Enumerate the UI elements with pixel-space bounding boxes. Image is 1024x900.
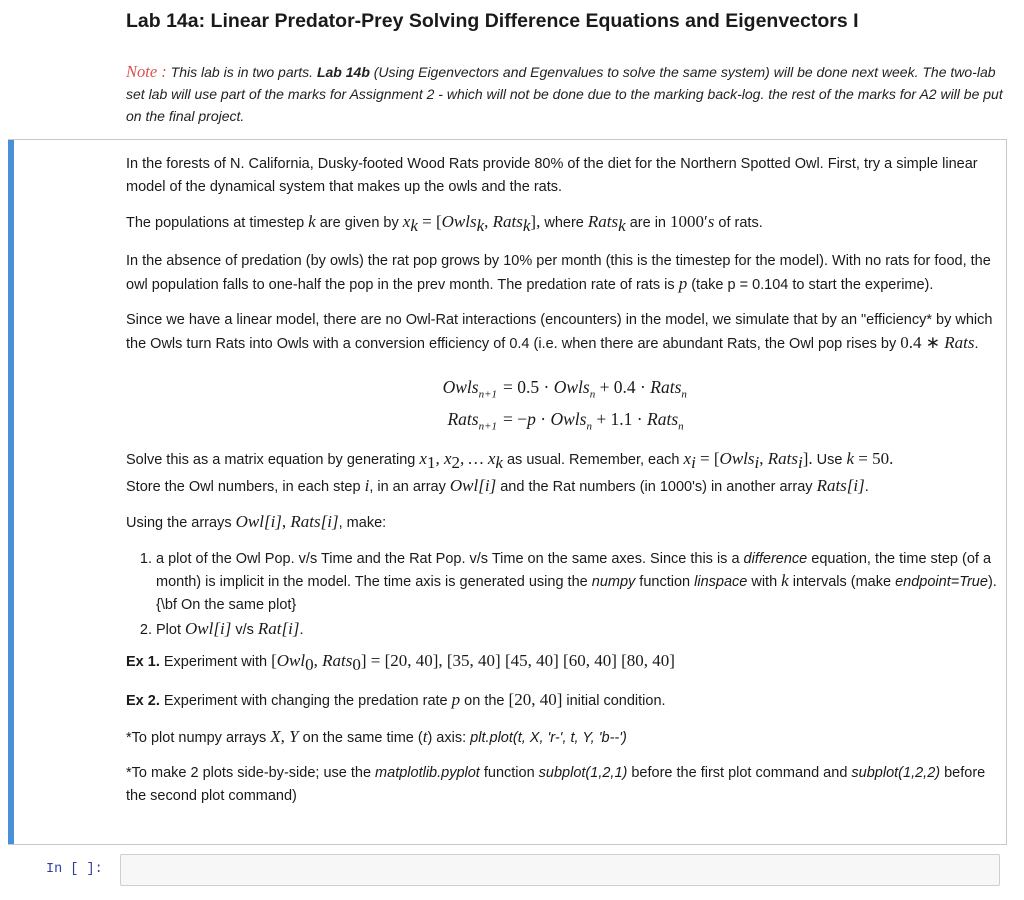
math: Rats bbox=[816, 475, 847, 495]
math-sub: 0 bbox=[352, 654, 361, 674]
math: x bbox=[419, 449, 427, 469]
math: Owls bbox=[719, 449, 755, 469]
math-unit: 1000′ bbox=[670, 212, 708, 231]
eq-text: = 0.5 · bbox=[503, 377, 554, 398]
math-sub: i bbox=[797, 453, 803, 473]
math: Owl bbox=[449, 475, 479, 495]
page-title: Lab 14a: Linear Predator-Prey Solving Difference Equations and Eigenvectors I bbox=[126, 10, 859, 32]
text: are in bbox=[625, 215, 671, 231]
math-eq: = [ bbox=[417, 212, 442, 231]
eq-sub: n bbox=[681, 388, 687, 401]
math: [i] bbox=[846, 475, 865, 495]
eq-sub: n bbox=[586, 420, 592, 433]
math-sub: k bbox=[410, 215, 418, 235]
math: Owl bbox=[235, 512, 264, 532]
math: [i] bbox=[263, 512, 282, 532]
math: [i] bbox=[478, 475, 497, 495]
markdown-cell-header[interactable] bbox=[126, 8, 1006, 127]
text: matplotlib.pyplot bbox=[375, 765, 480, 782]
cell-selection-bar bbox=[8, 140, 14, 844]
math: i bbox=[364, 475, 370, 495]
tip-subplot bbox=[126, 762, 998, 807]
text: Experiment with changing the predation rate bbox=[159, 693, 452, 710]
eq-lhs bbox=[419, 375, 497, 407]
math: Owl bbox=[276, 650, 306, 670]
text: of rats. bbox=[714, 215, 763, 231]
math: , bbox=[313, 650, 323, 670]
math: [20, 40] bbox=[508, 690, 563, 710]
math-rats: Rats bbox=[944, 332, 975, 352]
math-k: k bbox=[308, 212, 316, 231]
population-paragraph bbox=[126, 211, 998, 237]
eq-var: Owls bbox=[550, 408, 587, 429]
text: numpy bbox=[591, 574, 636, 591]
tip-plot bbox=[126, 726, 998, 750]
text: difference bbox=[743, 550, 808, 567]
eq-text: + 0.4 · bbox=[595, 377, 651, 398]
math: = [ bbox=[695, 449, 720, 469]
math: X, Y bbox=[270, 726, 299, 746]
text: initial condition. bbox=[562, 693, 666, 710]
eq-var: Rats bbox=[447, 408, 479, 429]
text: , make: bbox=[338, 515, 387, 532]
text: on the same time ( bbox=[298, 729, 423, 746]
math-sub: k bbox=[495, 453, 503, 473]
matrix-paragraph: Solve this as a matrix equation by generating $x_1$, $x_2$, … $x_k$ as usual. Remember, each $x_i$ = [Owls$_i$, Rats$_i$]. Use k = 50. Store the Owl numbers, in each step i, in an array Owl[i] and the Rat numbers (in 1000's) in another array Rats[i]. bbox=[126, 449, 894, 495]
eq-lhs bbox=[419, 407, 497, 439]
cell-content bbox=[126, 153, 998, 820]
text: Using the arrays bbox=[126, 515, 236, 532]
math: [ bbox=[271, 650, 277, 670]
text: , in an array bbox=[369, 478, 450, 495]
eq-var: p bbox=[527, 408, 536, 429]
text: Experiment with bbox=[159, 653, 272, 670]
math: ] = [20, 40], [35, 40] [45, 40] [60, 40] [80, 40] bbox=[360, 650, 675, 670]
exercise-label: Ex 2. bbox=[126, 693, 160, 710]
text: Plot bbox=[156, 622, 186, 639]
math: x bbox=[683, 449, 692, 469]
difference-equations bbox=[126, 375, 998, 438]
arrays-paragraph bbox=[126, 511, 998, 535]
code-cell-input[interactable] bbox=[120, 854, 1000, 886]
equation-rats bbox=[419, 407, 998, 439]
math: Rat bbox=[257, 619, 282, 639]
math: , x bbox=[435, 449, 452, 469]
text: subplot(1,2,2) bbox=[851, 765, 941, 782]
text: before the second plot command) bbox=[126, 765, 986, 804]
exercise-label: Ex 1. bbox=[126, 653, 160, 670]
text: Since we have a linear model, there are no Owl-Rat interactions (encounters) in the model, we simulate that by an "efficiency* by which the Owls turn Rats into Owls with a conversion efficiency of 0.4 (i.e. when there are abundant Rats, the Owl pop rises by bbox=[126, 312, 993, 352]
math: Rats bbox=[322, 650, 353, 670]
math: [i] bbox=[320, 512, 339, 532]
math-close: ], bbox=[530, 212, 541, 231]
text: Store the Owl numbers, in each step bbox=[126, 478, 365, 495]
math: [i] bbox=[213, 619, 232, 639]
math-s: s bbox=[707, 212, 715, 231]
eq-text: = − bbox=[503, 408, 528, 429]
note-paragraph bbox=[126, 61, 1006, 127]
text: function bbox=[479, 765, 539, 782]
text: In the absence of predation (by owls) the rat pop grows by 10% per month (this is the timestep for the model). With no rats for food, the owl population falls to one-half the pop in the prev month. The predation rate of rats is bbox=[126, 253, 991, 293]
math-sub: k bbox=[618, 215, 626, 235]
predation-paragraph bbox=[126, 250, 998, 296]
math: ]. bbox=[802, 449, 813, 469]
eq-sub: n bbox=[678, 420, 684, 433]
exercise-2 bbox=[126, 689, 998, 713]
text: a plot of the Owl Pop. v/s Time and the Rat Pop. v/s Time on the same axes. Since this is a bbox=[156, 550, 744, 567]
text: and the Rat numbers (in 1000's) in another array bbox=[496, 478, 817, 495]
math-sub: k bbox=[476, 215, 485, 235]
text: intervals (make bbox=[788, 574, 896, 591]
exercise-1 bbox=[126, 650, 998, 676]
text: with bbox=[747, 574, 782, 591]
text: on the bbox=[460, 693, 509, 710]
text: Solve this as a matrix equation by generating bbox=[126, 452, 420, 469]
note-bold: Lab 14b bbox=[316, 64, 370, 80]
text: where bbox=[540, 215, 588, 231]
math: , bbox=[281, 512, 291, 532]
text: The populations at timestep bbox=[126, 215, 309, 231]
task-list bbox=[126, 548, 998, 642]
code-text: plt.plot(t, X, 'r-', t, Y, 'b--') bbox=[470, 729, 627, 746]
math-sub: 0 bbox=[305, 654, 314, 674]
eq-sub: n+1 bbox=[478, 388, 497, 401]
math-p: p bbox=[678, 273, 688, 293]
math: t bbox=[422, 726, 428, 746]
math-rats: Rats bbox=[492, 212, 523, 231]
math-sub: i bbox=[754, 453, 760, 473]
input-prompt: In [ ]: bbox=[46, 862, 103, 877]
math-owls: Owls bbox=[441, 212, 477, 231]
text: as usual. Remember, each bbox=[502, 452, 684, 469]
math: Owl bbox=[185, 619, 214, 639]
equation-owls bbox=[419, 375, 998, 407]
math: p bbox=[451, 690, 461, 710]
intro-paragraph: In the forests of N. California, Dusky-footed Wood Rats provide 80% of the diet for the Northern Spotted Owl. First, try a simple linear model of the dynamical system that makes up the owls and the rats. bbox=[126, 156, 978, 195]
selected-markdown-cell[interactable] bbox=[8, 139, 1007, 845]
math: Rats bbox=[767, 449, 798, 469]
list-item bbox=[156, 618, 998, 642]
text: . bbox=[974, 335, 979, 352]
text: ). {\bf On the same plot} bbox=[156, 574, 997, 613]
eq-var: Rats bbox=[650, 377, 682, 398]
text: v/s bbox=[231, 622, 258, 639]
math-coef: 0.4 ∗ bbox=[900, 332, 945, 352]
eq-var: Owls bbox=[442, 377, 479, 398]
math-sub: 1 bbox=[426, 453, 436, 473]
math: [i] bbox=[281, 619, 300, 639]
math: k bbox=[781, 571, 789, 591]
text: before the first plot command and bbox=[627, 765, 852, 782]
math-x: x bbox=[402, 212, 411, 231]
math: , … x bbox=[460, 449, 496, 469]
text: endpoint=True bbox=[895, 574, 988, 591]
math: Rats bbox=[290, 512, 321, 532]
math-sub: 2 bbox=[451, 453, 460, 473]
eq-rhs bbox=[497, 375, 687, 407]
text: *To make 2 plots side-by-side; use the bbox=[126, 765, 376, 782]
text: linspace bbox=[694, 574, 748, 591]
math-sep: , bbox=[484, 212, 493, 231]
note-text-2: (Using Eigenvectors and Egenvalues to solve the same system) will be done next week. The two-lab set lab will use part of the marks for Assignment 2 - which will not be done due to the marking back-log. the rest of the marks for A2 will be put on the final project. bbox=[126, 64, 1003, 124]
text: are given by bbox=[315, 215, 403, 231]
eq-var: Owls bbox=[553, 377, 590, 398]
eq-text: + 1.1 · bbox=[591, 408, 648, 429]
text: ) axis: bbox=[427, 729, 471, 746]
text: Use bbox=[812, 452, 847, 469]
math-sub: k bbox=[522, 215, 531, 235]
text: . bbox=[299, 622, 304, 639]
note-label: Note : bbox=[126, 62, 167, 81]
eq-rhs bbox=[497, 407, 684, 439]
note-text: This lab is in two parts. bbox=[166, 64, 317, 80]
text: equation, the time step (of a month) is implicit in the model. The time axis is generated using the bbox=[156, 550, 992, 591]
math-sub: i bbox=[691, 453, 696, 473]
list-item bbox=[156, 548, 998, 617]
math: = 50. bbox=[854, 449, 894, 469]
text: subplot(1,2,1) bbox=[538, 765, 628, 782]
eq-text: · bbox=[535, 408, 551, 429]
math-rats: Rats bbox=[587, 212, 619, 231]
eq-var: Rats bbox=[647, 408, 679, 429]
text: (take p = 0.104 to start the experime). bbox=[687, 276, 934, 293]
eq-sub: n bbox=[589, 388, 596, 401]
efficiency-paragraph bbox=[126, 309, 998, 355]
text: . bbox=[864, 478, 869, 495]
math: k bbox=[846, 449, 855, 469]
text: *To plot numpy arrays bbox=[126, 729, 271, 746]
eq-sub: n+1 bbox=[478, 420, 497, 433]
text: function bbox=[635, 574, 695, 591]
